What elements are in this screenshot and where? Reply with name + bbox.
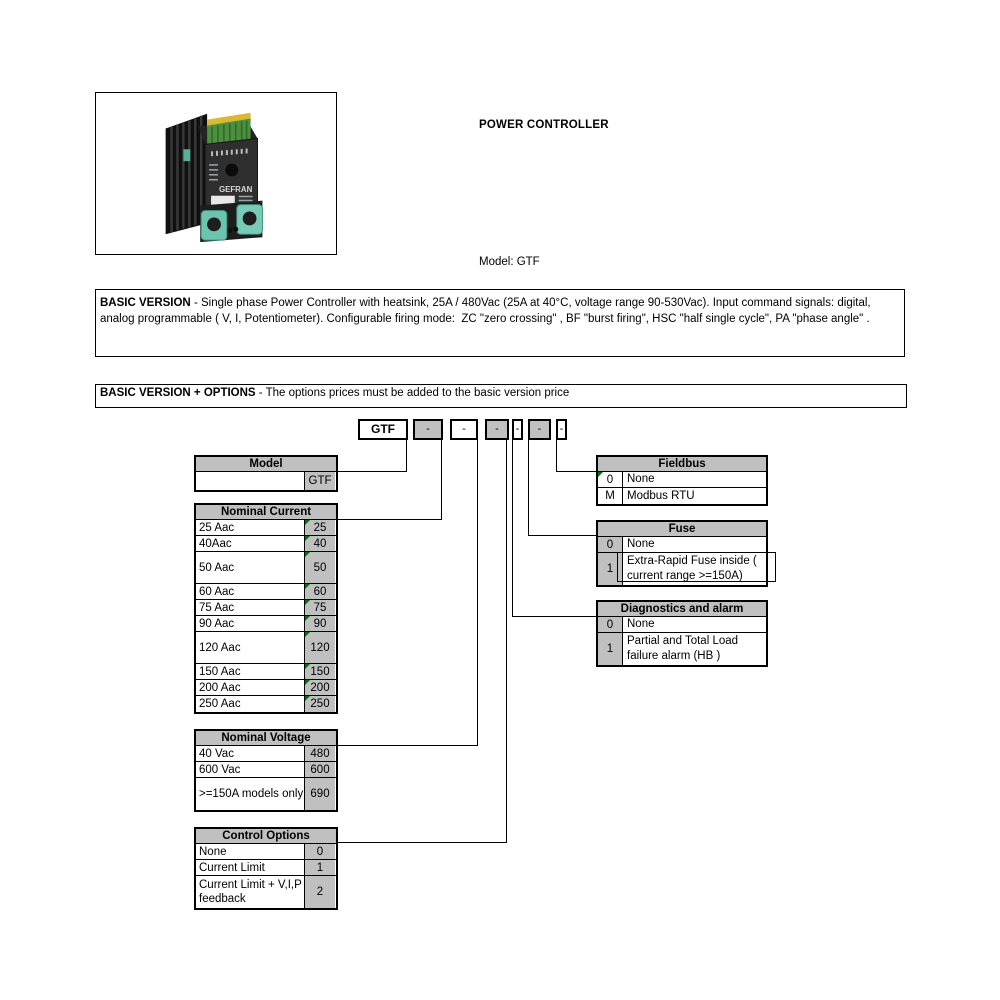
basic-version-text: - Single phase Power Controller with heatsink, 25A / 480Vac (25A at 40°C, voltage range 90-530Vac). Input command signals: digital, analog programmable ( V, I, Potentiometer). Configurable firing mode: ZC "zero crossing" , BF "burst firing", HSC "half single cycle", PA "phase angle" . <box>100 297 874 325</box>
cell-value: 480 <box>305 746 335 761</box>
table-row <box>598 488 766 504</box>
table-row <box>196 844 336 860</box>
cell-value: 40 <box>305 536 335 551</box>
table-control-options-header: Control Options <box>196 829 336 844</box>
cell-value: 2 <box>305 876 335 908</box>
table-row <box>196 778 336 810</box>
connector-control-v <box>506 440 507 843</box>
table-row <box>196 696 336 712</box>
table-fieldbus <box>596 455 768 506</box>
cell-label: 250 Aac <box>196 696 305 712</box>
connector-diagnostics-v <box>512 440 513 617</box>
table-row <box>598 537 766 553</box>
table-model-header: Model <box>196 457 336 472</box>
cell-label: 25 Aac <box>196 520 305 535</box>
cell-value: 690 <box>305 778 335 810</box>
table-nominal-current-header: Nominal Current <box>196 505 336 520</box>
basic-version-box <box>95 289 905 357</box>
table-row <box>196 680 336 696</box>
cell-value: 50 <box>305 552 335 583</box>
cell-value: 75 <box>305 600 335 615</box>
connector-model-v <box>406 440 407 472</box>
table-fuse <box>596 520 768 587</box>
connector-model-h <box>337 471 407 472</box>
cell-label: None <box>627 538 655 550</box>
cell-label: 60 Aac <box>196 584 305 599</box>
cell-label: >=150A models only <box>196 778 305 810</box>
table-model <box>194 455 338 492</box>
cell-value: GTF <box>305 472 335 490</box>
front-hole <box>225 164 238 177</box>
connector-fuse-h <box>528 535 596 536</box>
table-fuse-header: Fuse <box>598 522 766 537</box>
options-bar-label: BASIC VERSION + OPTIONS <box>100 387 256 399</box>
cell-value: 90 <box>305 616 335 631</box>
cell-label: Modbus RTU <box>627 489 695 502</box>
connector-control-h <box>337 842 507 843</box>
cell-code: 0 <box>598 472 623 487</box>
table-row <box>196 520 336 536</box>
connector-fieldbus-h <box>556 471 596 472</box>
table-row <box>196 552 336 584</box>
table-row <box>598 553 766 585</box>
cell-value: 120 <box>305 632 335 663</box>
table-diagnostics-header: Diagnostics and alarm <box>598 602 766 617</box>
cell-label: 120 Aac <box>196 632 305 663</box>
table-row <box>196 600 336 616</box>
model-caption: Model: GTF <box>479 256 540 268</box>
cell-label: Extra-Rapid Fuse inside ( current range >=150A) <box>627 555 757 582</box>
table-row <box>196 584 336 600</box>
page-title: POWER CONTROLLER <box>479 119 609 131</box>
options-bar-text: - The options prices must be added to the basic version price <box>255 387 570 399</box>
cell-value: 200 <box>305 680 335 695</box>
table-row <box>598 633 766 665</box>
cell-value: 150 <box>305 664 335 679</box>
table-row <box>196 536 336 552</box>
cell-value: 25 <box>305 520 335 535</box>
cell-label: 150 Aac <box>196 664 305 679</box>
table-row <box>196 860 336 876</box>
order-code-sep-5: - <box>528 419 551 440</box>
device-illustration <box>96 93 336 254</box>
cell-value: 600 <box>305 762 335 777</box>
device-brand-label: GEFRAN <box>218 184 253 194</box>
table-row <box>196 616 336 632</box>
cell-label: None <box>627 473 655 485</box>
table-row <box>196 762 336 778</box>
cell-label: 600 Vac <box>196 762 305 777</box>
cell-label: 50 Aac <box>196 552 305 583</box>
table-row <box>196 632 336 664</box>
table-fieldbus-header: Fieldbus <box>598 457 766 472</box>
order-code-sep-3: - <box>485 419 509 440</box>
connector-diagnostics-h <box>512 616 596 617</box>
din-clip-icon <box>183 149 190 161</box>
cell-code: 1 <box>598 553 623 585</box>
table-row <box>196 472 336 490</box>
order-code-sep-6: - <box>556 419 567 440</box>
table-row <box>598 472 766 488</box>
cell-label: None <box>196 844 305 859</box>
cell-label: Current Limit <box>196 860 305 875</box>
connector-voltage-h <box>337 745 478 746</box>
table-row <box>196 664 336 680</box>
connector-fuse-v <box>528 440 529 536</box>
connector-current-v <box>441 440 442 520</box>
cell-value: 1 <box>305 860 335 875</box>
order-code-prefix: GTF <box>358 419 408 440</box>
table-control-options <box>194 827 338 910</box>
cell-value: 0 <box>305 844 335 859</box>
cell-code: 0 <box>598 537 623 552</box>
basic-version-label: BASIC VERSION <box>100 297 191 309</box>
cell-label: 40 Vac <box>196 746 305 761</box>
cell-code: M <box>598 488 623 504</box>
table-nominal-voltage <box>194 729 338 812</box>
connector-voltage-v <box>477 440 478 746</box>
cell-label: 40Aac <box>196 536 305 551</box>
order-code-sep-1: - <box>413 419 443 440</box>
cell-label: 75 Aac <box>196 600 305 615</box>
cell-code: 1 <box>598 633 623 665</box>
table-nominal-voltage-header: Nominal Voltage <box>196 731 336 746</box>
options-bar <box>95 384 907 408</box>
cell-label: 200 Aac <box>196 680 305 695</box>
cell-code: 0 <box>598 617 623 632</box>
cell-value: 60 <box>305 584 335 599</box>
connector-current-h <box>337 519 442 520</box>
order-code-sep-2: - <box>450 419 478 440</box>
cell-label <box>196 472 305 490</box>
table-row <box>598 617 766 633</box>
connector-fieldbus-v <box>556 440 557 472</box>
order-code-sep-4: - <box>512 419 523 440</box>
cell-value: 250 <box>305 696 335 712</box>
table-row <box>196 746 336 762</box>
cell-label: Partial and Total Load failure alarm (HB ) <box>627 635 739 662</box>
table-nominal-current <box>194 503 338 714</box>
cell-label: Current Limit + V,I,P feedback <box>196 876 305 908</box>
cell-label: None <box>627 618 655 630</box>
table-diagnostics <box>596 600 768 667</box>
cell-label: 90 Aac <box>196 616 305 631</box>
product-photo-frame <box>95 92 337 255</box>
table-row <box>196 876 336 908</box>
